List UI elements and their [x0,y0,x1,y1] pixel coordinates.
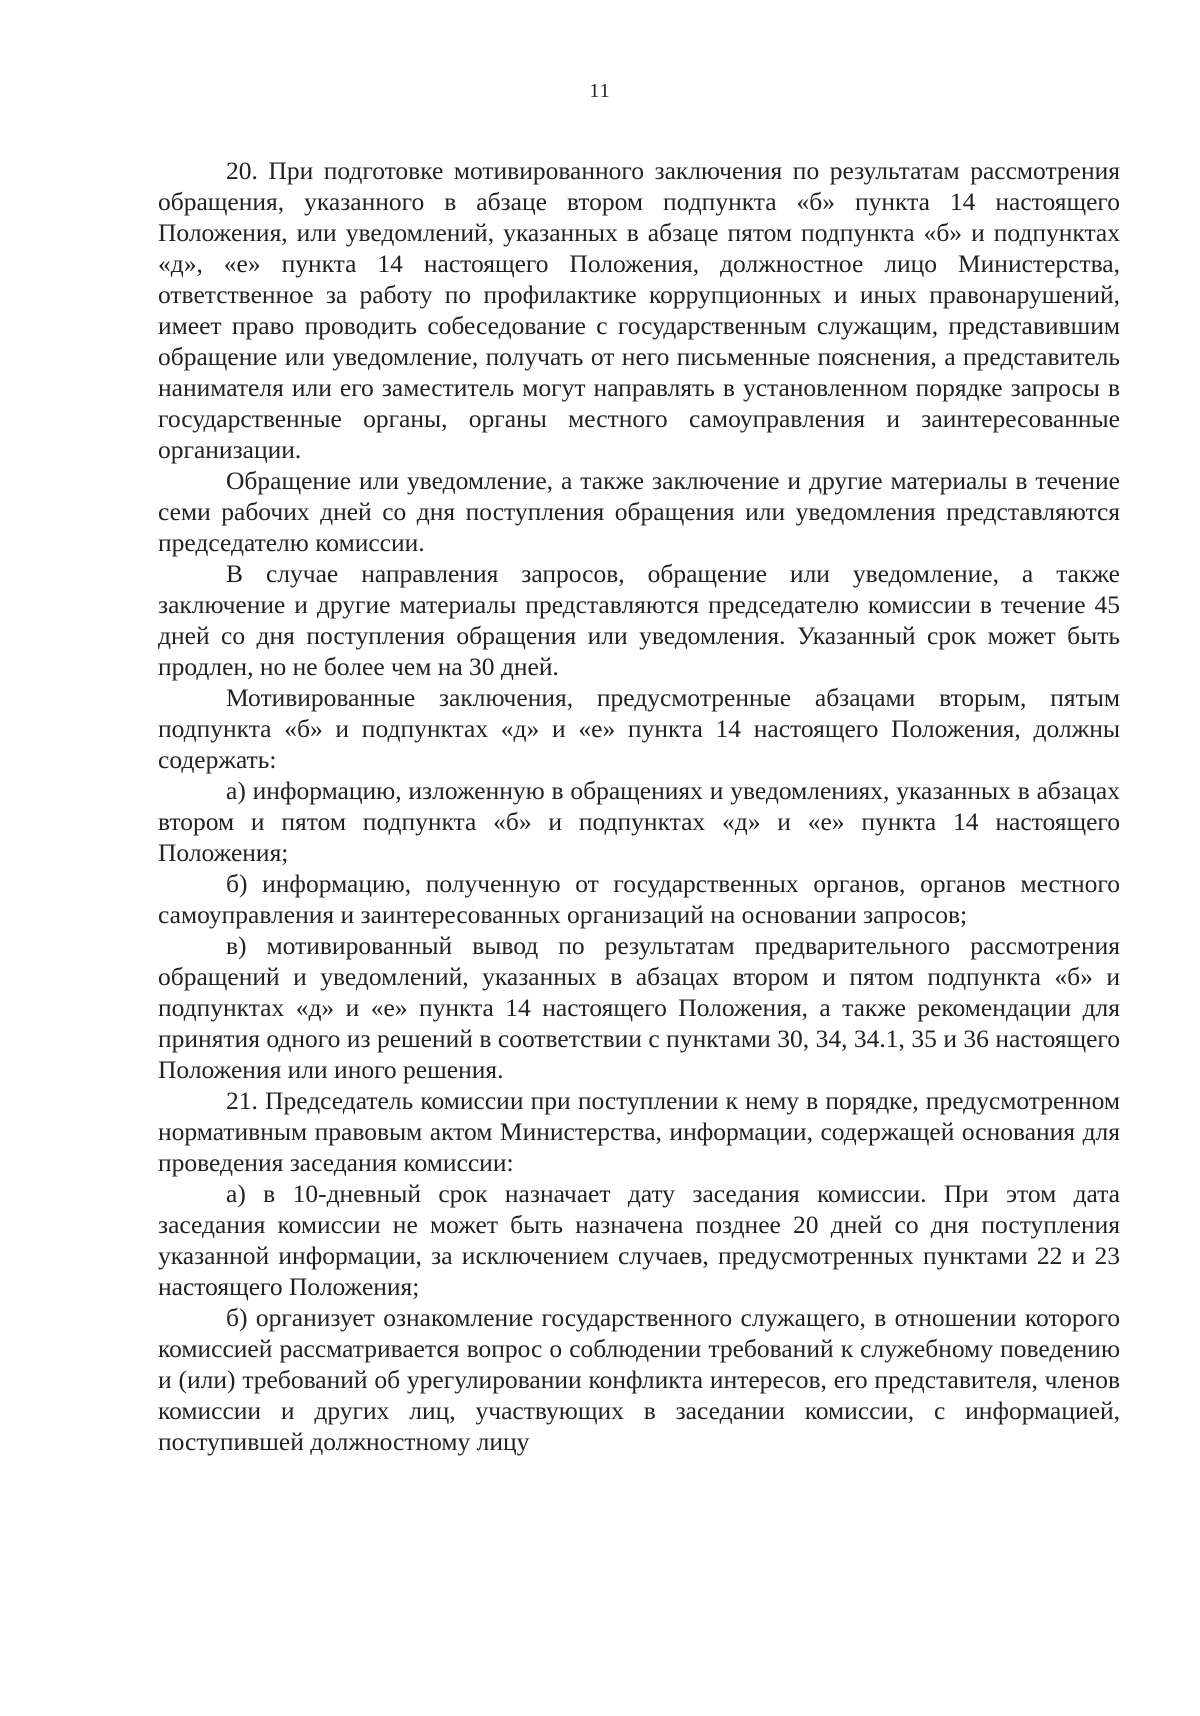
page-number: 11 [589,80,611,102]
document-body [158,155,1120,1457]
paragraph-20: 20. При подготовке мотивированного заключения по результатам рассмотрения обращения, указанного в абзаце втором подпункта «б» пункта 14 настоящего Положения, или уведомлений, указанных в абзаце пятом подпункта «б» и подпунктах «д», «е» пункта 14 настоящего Положения, должностное лицо Министерства, ответственное за работу по профилактике коррупционных и иных правонарушений, имеет право проводить собеседование с государственным служащим, представившим обращение или уведомление, получать от него письменные пояснения, а представитель нанимателя или его заместитель могут направлять в установленном порядке запросы в государственные органы, органы местного самоуправления и заинтересованные организации. [158,156,1120,464]
list-item-21-a: а) в 10-дневный срок назначает дату заседания комиссии. При этом дата заседания комиссии не может быть назначена позднее 20 дней со дня поступления указанной информации, за исключением случаев, предусмотренных пунктами 22 и 23 настоящего Положения; [158,1179,1120,1301]
paragraph-requests: В случае направления запросов, обращение или уведомление, а также заключение и другие материалы представляются председателю комиссии в течение 45 дней со дня поступления обращения или уведомления. Указанный срок может быть продлен, но не более чем на 30 дней. [158,559,1120,681]
list-item-v: в) мотивированный вывод по результатам предварительного рассмотрения обращений и уведомлений, указанных в абзацах втором и пятом подпункта «б» и подпунктах «д» и «е» пункта 14 настоящего Положения, а также рекомендации для принятия одного из решений в соответствии с пунктами 30, 34, 34.1, 35 и 36 настоящего Положения или иного решения. [158,931,1120,1084]
paragraph-21: 21. Председатель комиссии при поступлении к нему в порядке, предусмотренном нормативным правовым актом Министерства, информации, содержащей основания для проведения заседания комиссии: [158,1086,1120,1177]
list-item-a: а) информацию, изложенную в обращениях и уведомлениях, указанных в абзацах втором и пятом подпункта «б» и подпунктах «д» и «е» пункта 14 настоящего Положения; [158,776,1120,867]
paragraph-materials: Обращение или уведомление, а также заключение и другие материалы в течение семи рабочих дней со дня поступления обращения или уведомления представляются председателю комиссии. [158,466,1120,557]
list-item-21-b: б) организует ознакомление государственного служащего, в отношении которого комиссией рассматривается вопрос о соблюдении требований к служебному поведению и (или) требований об урегулировании конфликта интересов, его представителя, членов комиссии и других лиц, участвующих в заседании комиссии, с информацией, поступившей должностному лицу [158,1303,1120,1456]
paragraph-conclusions: Мотивированные заключения, предусмотренные абзацами вторым, пятым подпункта «б» и подпунктах «д» и «е» пункта 14 настоящего Положения, должны содержать: [158,683,1120,774]
list-item-b: б) информацию, полученную от государственных органов, органов местного самоуправления и заинтересованных организаций на основании запросов; [158,869,1120,929]
